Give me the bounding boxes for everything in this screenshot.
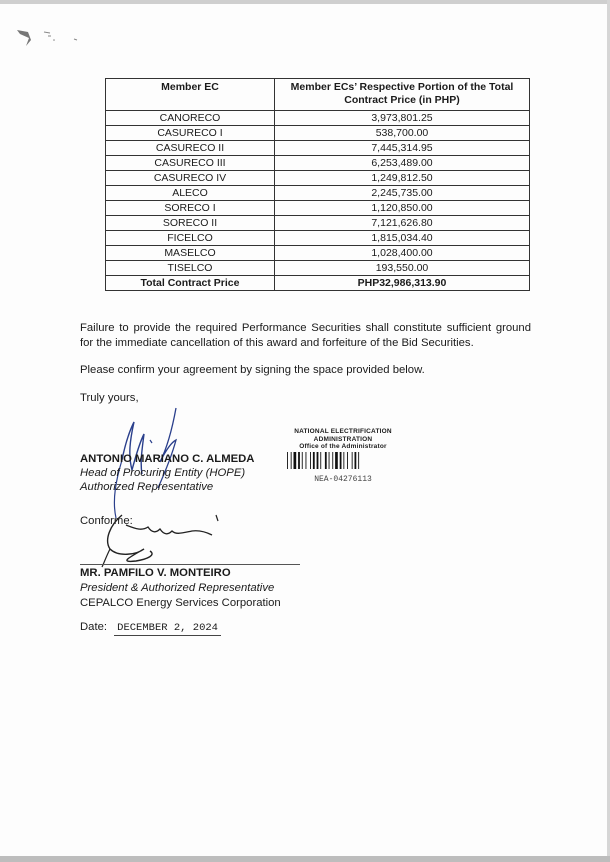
member-ec-cell: CASURECO IV (106, 171, 275, 186)
member-ec-cell: TISELCO (106, 261, 275, 276)
stamp-agency-line2: ADMINISTRATION (313, 435, 373, 443)
member-ec-cell: CASURECO III (106, 156, 275, 171)
barcode-bar (306, 452, 307, 469)
conforme-name: MR. PAMFILO V. MONTEIRO (80, 567, 231, 579)
total-value: PHP32,986,313.90 (275, 276, 530, 291)
date-row (80, 621, 221, 636)
barcode-bar (340, 452, 342, 469)
total-row (106, 276, 530, 291)
member-ec-cell: SORECO II (106, 216, 275, 231)
barcode-bar (287, 452, 288, 469)
member-ec-cell: CASURECO I (106, 126, 275, 141)
barcode-bar (302, 452, 303, 469)
total-label: Total Contract Price (106, 276, 275, 291)
barcode-bar (294, 452, 297, 469)
portion-amount-cell: 1,815,034.40 (275, 231, 530, 246)
barcode-bar (317, 452, 319, 469)
hope-name: ANTONIO MARIANO C. ALMEDA (80, 453, 255, 465)
table-row (106, 141, 530, 156)
portion-amount-cell: 1,249,812.50 (275, 171, 530, 186)
table-row (106, 246, 530, 261)
header-portion: Member ECs’ Respective Portion of the Total Contract Price (in PHP) (275, 79, 530, 111)
stamp-agency-line1: NATIONAL ELECTRIFICATION (294, 428, 392, 435)
barcode-bar (332, 452, 333, 469)
barcode-bar (320, 452, 321, 469)
conforme-title: President & Authorized Representative (80, 582, 275, 594)
barcode-bar (313, 452, 315, 469)
member-ec-cell: ALECO (106, 186, 275, 201)
member-ec-cell: FICELCO (106, 231, 275, 246)
table-row (106, 111, 530, 126)
table-row (106, 171, 530, 186)
nea-receiving-stamp (284, 428, 402, 484)
barcode-bar (291, 452, 292, 469)
confirm-paragraph: Please confirm your agreement by signing the space provided below. (80, 364, 425, 376)
table-row (106, 231, 530, 246)
closing-salutation: Truly yours, (80, 392, 139, 404)
scan-edge-bottom (0, 856, 610, 862)
barcode-bar (310, 452, 311, 469)
ec-portion-table (105, 78, 530, 291)
barcode-bar (325, 452, 327, 469)
barcode-bar (335, 452, 338, 469)
portion-amount-cell: 1,028,400.00 (275, 246, 530, 261)
portion-amount-cell: 2,245,735.00 (275, 186, 530, 201)
scan-artifact-marks (14, 26, 94, 56)
table-row (106, 186, 530, 201)
conforme-signature-block (80, 566, 281, 611)
table-row (106, 261, 530, 276)
portion-amount-cell: 193,550.00 (275, 261, 530, 276)
portion-amount-cell: 3,973,801.25 (275, 111, 530, 126)
table-body (106, 111, 530, 276)
table-header-row (106, 79, 530, 111)
barcode-bar (352, 452, 353, 469)
barcode (286, 452, 400, 469)
stamp-tracking-code: NEA-04276113 (314, 474, 372, 484)
conforme-signature (96, 505, 236, 570)
portion-amount-cell: 538,700.00 (275, 126, 530, 141)
member-ec-cell: SORECO I (106, 201, 275, 216)
barcode-bar (298, 452, 300, 469)
conforme-company: CEPALCO Energy Services Corporation (80, 597, 281, 609)
header-member-ec: Member EC (106, 79, 275, 111)
portion-amount-cell: 7,121,626.80 (275, 216, 530, 231)
member-ec-cell: CANORECO (106, 111, 275, 126)
hope-role: Authorized Representative (80, 481, 214, 493)
conforme-label: Conforme: (80, 515, 133, 527)
table-row (106, 156, 530, 171)
portion-amount-cell: 7,445,314.95 (275, 141, 530, 156)
barcode-bar (358, 452, 359, 469)
table-row (106, 126, 530, 141)
barcode-bar (355, 452, 357, 469)
hope-signature-block (80, 452, 254, 494)
portion-amount-cell: 6,253,489.00 (275, 156, 530, 171)
table-row (106, 201, 530, 216)
portion-amount-cell: 1,120,850.00 (275, 201, 530, 216)
failure-paragraph: Failure to provide the required Performance Securities shall constitute sufficient ground for the immediate cancellation of this award and forfeiture of the Bid Securities. (80, 322, 531, 349)
barcode-bar (329, 452, 330, 469)
scan-edge-top (0, 0, 610, 4)
barcode-bar (347, 452, 348, 469)
conforme-signature-line (80, 564, 300, 565)
member-ec-cell: CASURECO II (106, 141, 275, 156)
member-ec-cell: MASELCO (106, 246, 275, 261)
table-row (106, 216, 530, 231)
date-label: Date: (80, 621, 108, 633)
hope-title: Head of Procuring Entity (HOPE) (80, 467, 246, 479)
barcode-bar (343, 452, 344, 469)
stamp-office: Office of the Administrator (299, 443, 387, 450)
date-value: DECEMBER 2, 2024 (114, 622, 221, 636)
